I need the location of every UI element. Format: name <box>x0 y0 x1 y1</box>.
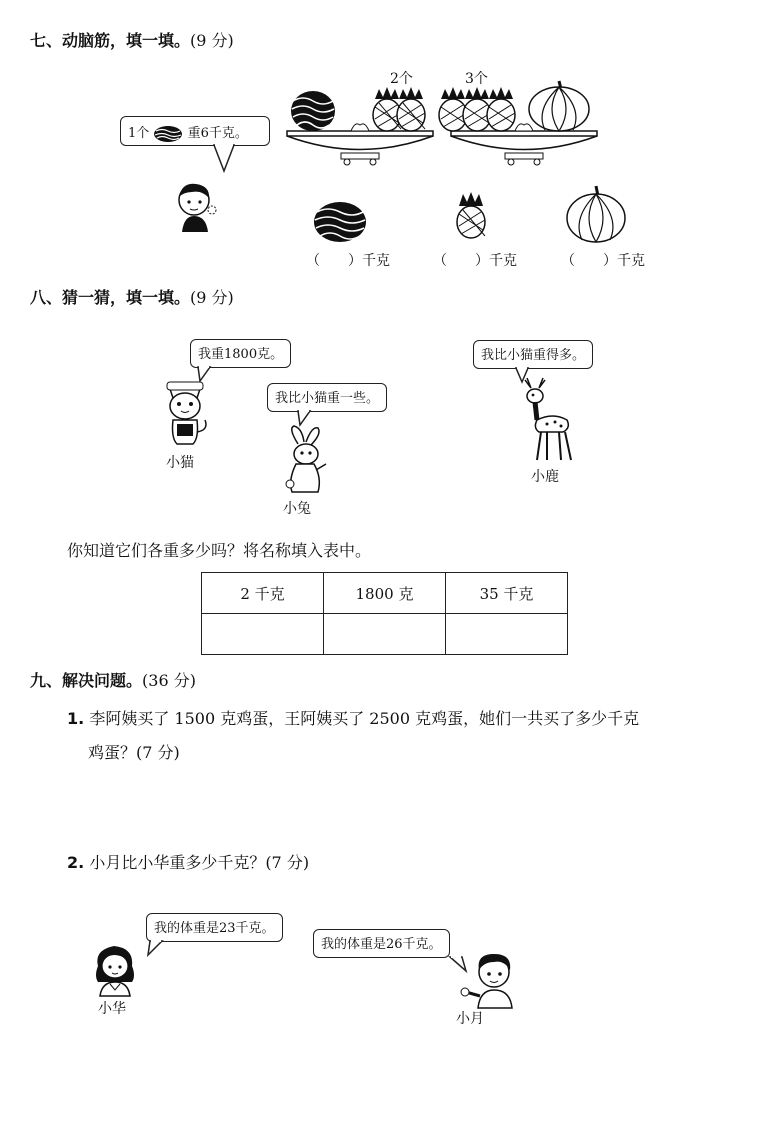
question-1-line2: 鸡蛋？(7 分) <box>88 743 180 762</box>
pineapple-icon <box>451 192 491 240</box>
scale-label-right: 3个 <box>465 71 488 87</box>
xiaoyue-name: 小月 <box>456 1011 484 1027</box>
table-header: 2 千克 <box>202 573 324 614</box>
xiaoyue-bubble: 我的体重是26千克。 <box>313 929 450 958</box>
table-cell[interactable] <box>446 614 568 655</box>
boy-icon <box>460 950 518 1010</box>
pumpkin-icon <box>566 186 630 244</box>
question-2: 2. 小月比小华重多少千克？(7 分) <box>67 853 310 872</box>
answer-table <box>201 572 568 655</box>
section8-instruction: 你知道它们各重多少吗？将名称填入表中。 <box>67 541 372 560</box>
table-cell[interactable] <box>324 614 446 655</box>
bubble-tail <box>210 145 250 175</box>
cat-bubble: 我重1800克。 <box>190 339 291 368</box>
cat-name: 小猫 <box>166 455 194 471</box>
boy-icon <box>172 180 222 235</box>
question-1-line1: 1. 李阿姨买了 1500 克鸡蛋，王阿姨买了 2500 克鸡蛋，她们一共买了多少千克 <box>67 709 640 728</box>
section9-title: 九、解决问题。(36 分) <box>30 671 196 690</box>
answer-watermelon[interactable]: （ ）千克 <box>306 253 390 269</box>
deer-icon <box>517 378 577 464</box>
xiaohua-bubble: 我的体重是23千克。 <box>146 913 283 942</box>
section7-title: 七、动脑筋，填一填。(9 分) <box>30 31 234 50</box>
table-header: 1800 克 <box>324 573 446 614</box>
rabbit-bubble: 我比小猫重一些。 <box>267 383 387 412</box>
balance-scale-icon <box>283 75 603 165</box>
table-header: 35 千克 <box>446 573 568 614</box>
deer-name: 小鹿 <box>531 469 559 485</box>
section8-title: 八、猜一猜，填一填。(9 分) <box>30 288 234 307</box>
table-cell[interactable] <box>202 614 324 655</box>
cat-icon <box>161 380 211 446</box>
deer-bubble: 我比小猫重得多。 <box>473 340 593 369</box>
watermelon-icon <box>153 125 183 143</box>
answer-pumpkin[interactable]: （ ）千克 <box>561 253 645 269</box>
girl-icon <box>92 942 140 998</box>
watermelon-icon <box>310 200 370 244</box>
xiaohua-name: 小华 <box>98 1001 126 1017</box>
bubble-tail <box>146 941 170 959</box>
answer-pineapple[interactable]: （ ）千克 <box>433 253 517 269</box>
rabbit-name: 小兔 <box>283 501 311 517</box>
section7-bubble: 1个 重6千克。 <box>120 116 270 146</box>
rabbit-icon <box>282 424 332 496</box>
scale-label-left: 2个 <box>390 71 413 87</box>
